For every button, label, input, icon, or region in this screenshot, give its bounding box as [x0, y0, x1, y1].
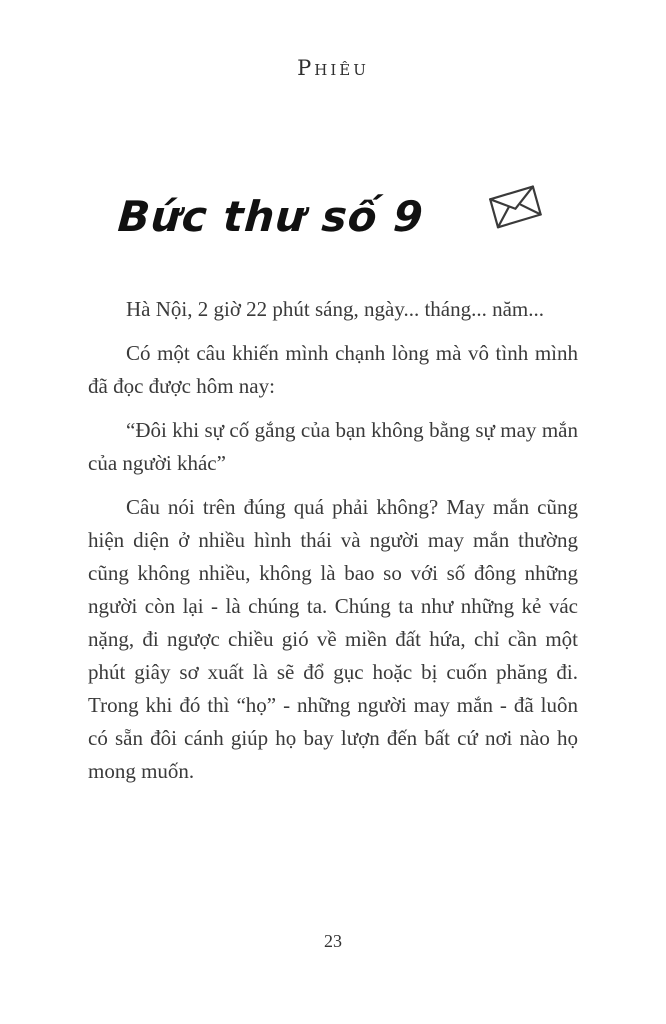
chapter-body	[88, 293, 578, 788]
chapter-title: Bức thư số 9	[116, 192, 426, 241]
paragraph-quote: “Đôi khi sự cố gắng của bạn không bằng sự may mắn của người khác”	[88, 418, 578, 475]
page-number: 23	[324, 931, 342, 951]
chapter-heading	[118, 192, 578, 241]
paragraph-intro: Có một câu khiến mình chạnh lòng mà vô tình mình đã đọc được hôm nay:	[88, 341, 578, 398]
paragraph-main: Câu nói trên đúng quá phải không? May mắn cũng hiện diện ở nhiều hình thái và người may mắn thường cũng không nhiều, không là bao so với số đông những người còn lại - là chúng ta. Chúng ta như những kẻ vác nặng, đi ngược chiều gió về miền đất hứa, chỉ cần một phút giây sơ xuất là sẽ đổ gục hoặc bị cuốn phăng đi. Trong khi đó thì “họ” - những người may mắn - đã luôn có sẵn đôi cánh giúp họ bay lượn đến bất cứ nơi nào họ mong muốn.	[88, 495, 578, 783]
paragraph-dateline: Hà Nội, 2 giờ 22 phút sáng, ngày... tháng... năm...	[126, 297, 545, 321]
envelope-icon	[486, 182, 544, 237]
running-header: Phiêu	[297, 56, 369, 80]
